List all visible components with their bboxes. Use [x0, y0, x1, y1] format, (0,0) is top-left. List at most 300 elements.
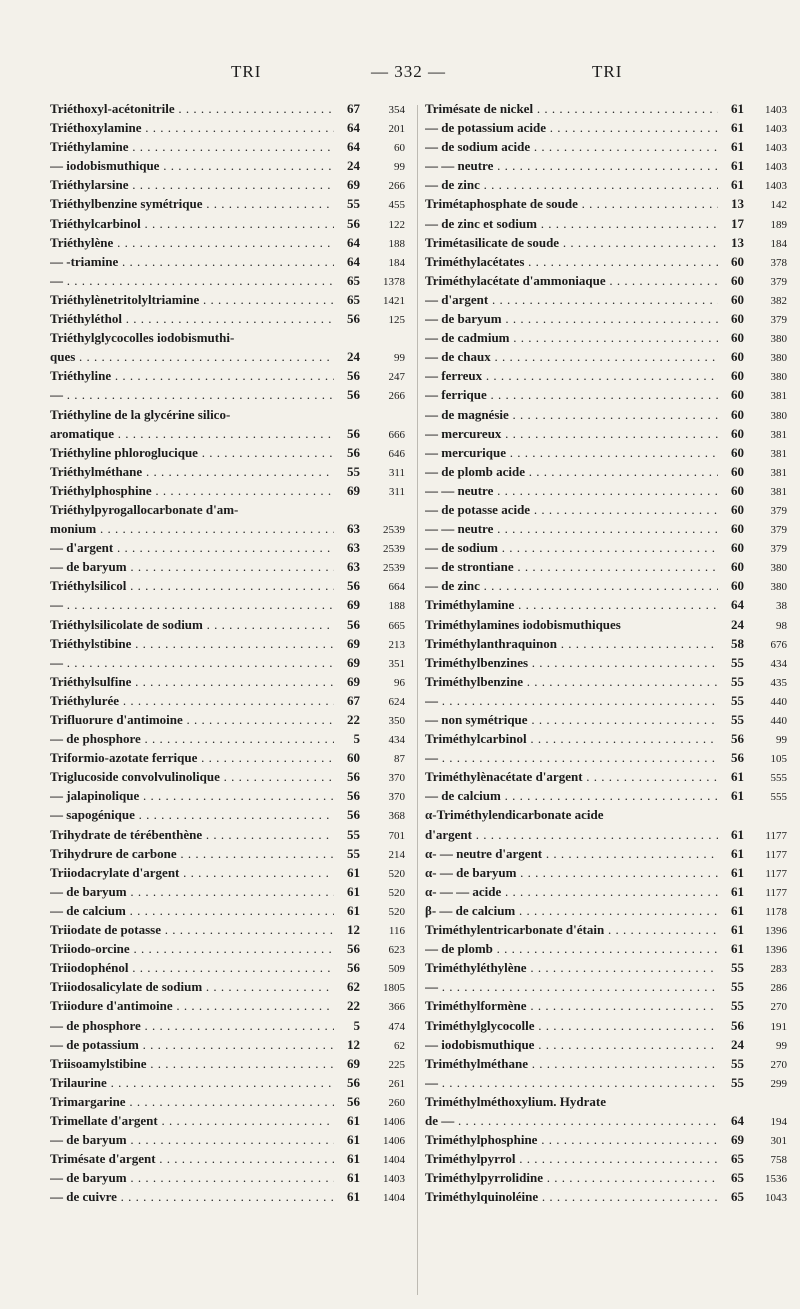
entry-page: 142 [770, 199, 787, 212]
entry-volume: 56 [731, 731, 744, 747]
entry-term: Triéthylsulfine . . . [50, 672, 334, 691]
index-entry [50, 194, 405, 213]
entry-term: Triéthylbenzine symétrique . . . [50, 194, 334, 213]
entry-volume: 60 [731, 387, 744, 403]
entry-term: Triéthylsilicol . . . [50, 576, 334, 595]
index-entry [50, 977, 405, 996]
entry-term: Triméthylméthoxylium. Hydrate [425, 1093, 607, 1109]
index-entry [425, 271, 787, 290]
index-entry [425, 328, 787, 347]
entry-volume: 65 [731, 1189, 744, 1205]
entry-page: 214 [388, 848, 405, 861]
entry-page: 555 [770, 791, 787, 804]
entry-page: 623 [388, 944, 405, 957]
index-entry [50, 615, 405, 634]
entry-volume: 69 [347, 1055, 360, 1071]
entry-page: 1403 [765, 161, 787, 174]
index-entry [50, 691, 405, 710]
entry-volume: 56 [347, 769, 360, 785]
entry-term: Triéthyline . . . [50, 366, 334, 385]
entry-term: Triméthylbenzine . . . [425, 672, 718, 691]
entry-page: 96 [394, 676, 405, 689]
index-entry [425, 118, 787, 137]
index-entry [50, 252, 405, 271]
entry-page: 624 [388, 695, 405, 708]
entry-term: Triéthylpyrogallocarbonate d'am- [50, 501, 239, 517]
index-entry [425, 958, 787, 977]
index-entry [425, 366, 787, 385]
index-entry [50, 519, 405, 538]
entry-volume: 60 [731, 272, 744, 288]
entry-term: Trimétaphosphate de soude . . . [425, 194, 718, 213]
entry-term: Triglucoside convolvulinolique . . . [50, 767, 334, 786]
index-entry [425, 1149, 787, 1168]
entry-term: Triformio-azotate ferrique . . . [50, 748, 334, 767]
entry-page: 299 [770, 1077, 787, 1090]
entry-page: 1805 [383, 982, 405, 995]
entry-page: 1421 [383, 294, 405, 307]
entry-term: — de sodium acide . . . [425, 137, 718, 156]
index-entry [50, 1035, 405, 1054]
entry-term: — de phosphore . . . [50, 1016, 334, 1035]
entry-term: Triméthylformène . . . [425, 996, 718, 1015]
entry-term: — de zinc et sodium . . . [425, 214, 718, 233]
entry-page: 1396 [765, 925, 787, 938]
entry-page: 370 [388, 772, 405, 785]
entry-page: 379 [770, 314, 787, 327]
entry-term: — -triamine . . . [50, 252, 334, 271]
entry-term: Trimargarine . . . [50, 1092, 334, 1111]
entry-volume: 24 [731, 1036, 744, 1052]
entry-page: 380 [770, 371, 787, 384]
entry-volume: 60 [731, 406, 744, 422]
entry-page: 366 [388, 1001, 405, 1014]
index-entry [425, 347, 787, 366]
entry-term: Triisoamylstibine . . . [50, 1054, 334, 1073]
entry-volume: 56 [347, 1093, 360, 1109]
index-entry [425, 1016, 787, 1035]
index-entry [50, 729, 405, 748]
entry-term: — iodobismuthique . . . [50, 156, 334, 175]
entry-term: α-Triméthylendicarbonate acide [425, 807, 604, 823]
entry-volume: 63 [347, 521, 360, 537]
entry-page: 555 [770, 772, 787, 785]
entry-term: Trifluorure d'antimoine . . . [50, 710, 334, 729]
entry-page: 379 [770, 504, 787, 517]
index-entry [425, 691, 787, 710]
entry-page: 351 [388, 657, 405, 670]
entry-term: — iodobismuthique . . . [425, 1035, 718, 1054]
index-entry [425, 786, 787, 805]
entry-term: — mercurique . . . [425, 443, 718, 462]
entry-page: 1177 [765, 829, 787, 842]
entry-page: 380 [770, 581, 787, 594]
entry-term: β- — de calcium . . . [425, 901, 718, 920]
entry-page: 1406 [383, 1135, 405, 1148]
index-entry [50, 309, 405, 328]
entry-volume: 63 [347, 540, 360, 556]
entry-volume: 62 [347, 979, 360, 995]
entry-page: 125 [388, 314, 405, 327]
entry-volume: 56 [731, 1017, 744, 1033]
entry-page: 1177 [765, 886, 787, 899]
entry-volume: 55 [731, 979, 744, 995]
entry-term: Triéthylstibine . . . [50, 634, 334, 653]
entry-page: 381 [770, 390, 787, 403]
entry-volume: 61 [731, 922, 744, 938]
entry-page: 1403 [765, 180, 787, 193]
index-entry [425, 500, 787, 519]
entry-term: — . . . [425, 691, 718, 710]
index-entry [50, 939, 405, 958]
entry-volume: 61 [731, 120, 744, 136]
index-entry [425, 767, 787, 786]
index-entry [50, 863, 405, 882]
entry-volume: 60 [347, 750, 360, 766]
entry-page: 350 [388, 715, 405, 727]
entry-volume: 60 [731, 291, 744, 307]
index-entry [50, 347, 405, 366]
entry-volume: 60 [731, 425, 744, 441]
entry-term: — de baryum . . . [50, 1130, 334, 1149]
entry-term: — de zinc . . . [425, 576, 718, 595]
entry-volume: 61 [347, 902, 360, 918]
entry-page: 1178 [765, 905, 787, 918]
entry-volume: 55 [347, 826, 360, 842]
entry-page: 1177 [765, 848, 787, 861]
index-entry [425, 1035, 787, 1054]
index-entry [425, 653, 787, 672]
index-entry [50, 576, 405, 595]
index-entry [425, 557, 787, 576]
entry-term: Triméthylbenzines . . . [425, 653, 718, 672]
entry-page: 758 [770, 1154, 787, 1167]
entry-volume: 56 [347, 941, 360, 957]
entry-page: 354 [388, 104, 405, 116]
index-entry [50, 1111, 405, 1130]
entry-term: α- — — acide . . . [425, 882, 718, 901]
entry-page: 665 [388, 619, 405, 632]
entry-volume: 65 [347, 272, 360, 288]
entry-volume: 69 [347, 597, 360, 613]
index-entry [50, 500, 405, 519]
entry-volume: 61 [731, 845, 744, 861]
right-index-column [425, 99, 787, 1206]
entry-term: Triéthylméthane . . . [50, 462, 334, 481]
entry-volume: 60 [731, 330, 744, 346]
entry-term: — . . . [50, 595, 334, 614]
index-entry [50, 290, 405, 309]
entry-page: 1536 [765, 1173, 787, 1186]
entry-page: 266 [388, 390, 405, 403]
index-entry [50, 1016, 405, 1035]
entry-volume: 24 [347, 349, 360, 365]
entry-volume: 55 [347, 196, 360, 212]
entry-term: — de phosphore . . . [50, 729, 334, 748]
entry-volume: 61 [347, 1151, 360, 1167]
entry-page: 664 [388, 581, 405, 594]
entry-page: 283 [770, 963, 787, 976]
entry-term: Triéthylphosphine . . . [50, 481, 334, 500]
index-entry [50, 156, 405, 175]
entry-page: 520 [388, 867, 405, 880]
entry-term: Triéthylarsine . . . [50, 175, 334, 194]
index-entry [50, 748, 405, 767]
entry-page: 98 [776, 619, 787, 632]
index-entry [425, 729, 787, 748]
index-entry [50, 653, 405, 672]
entry-volume: 67 [347, 692, 360, 708]
entry-term: Triméthylentricarbonate d'étain . . . [425, 920, 718, 939]
entry-volume: 60 [731, 368, 744, 384]
index-entry [50, 595, 405, 614]
entry-term: — de strontiane . . . [425, 557, 718, 576]
entry-page: 380 [770, 333, 787, 346]
entry-volume: 67 [347, 101, 360, 116]
entry-page: 87 [394, 753, 405, 766]
index-entry [50, 99, 405, 118]
entry-volume: 22 [347, 712, 360, 727]
entry-term: — mercureux . . . [425, 424, 718, 443]
index-entry [425, 252, 787, 271]
entry-term: Triiodosalicylate de sodium . . . [50, 977, 334, 996]
entry-page: 122 [388, 218, 405, 231]
entry-term: — . . . [50, 271, 334, 290]
entry-volume: 55 [731, 960, 744, 976]
entry-volume: 56 [347, 444, 360, 460]
left-index-column [50, 99, 405, 1206]
entry-volume: 65 [731, 1151, 744, 1167]
entry-term: Triéthylamine . . . [50, 137, 334, 156]
index-entry [425, 939, 787, 958]
entry-page: 666 [388, 428, 405, 441]
index-entry [425, 290, 787, 309]
entry-volume: 61 [731, 101, 744, 116]
entry-volume: 5 [353, 1017, 360, 1033]
entry-term: ques . . . [50, 347, 334, 366]
index-entry [50, 1130, 405, 1149]
index-entry [50, 175, 405, 194]
entry-volume: 13 [731, 234, 744, 250]
entry-volume: 61 [731, 902, 744, 918]
entry-term: Triiodo-orcine . . . [50, 939, 334, 958]
entry-term: — de plomb . . . [425, 939, 718, 958]
page-header [0, 62, 800, 86]
index-entry [50, 385, 405, 404]
entry-page: 1043 [765, 1192, 787, 1205]
entry-volume: 24 [347, 158, 360, 174]
entry-page: 188 [388, 237, 405, 250]
entry-volume: 56 [347, 311, 360, 327]
entry-term: d'argent . . . [425, 825, 718, 844]
entry-page: 368 [388, 810, 405, 823]
entry-volume: 64 [347, 234, 360, 250]
index-entry [425, 977, 787, 996]
entry-term: Trimétasilicate de soude . . . [425, 233, 718, 252]
index-entry [50, 538, 405, 557]
entry-volume: 60 [731, 349, 744, 365]
entry-page: 1404 [383, 1154, 405, 1167]
index-entry [425, 634, 787, 653]
entry-page: 1177 [765, 867, 787, 880]
index-entry [50, 424, 405, 443]
index-entry [50, 557, 405, 576]
entry-page: 270 [770, 1001, 787, 1014]
index-entry [425, 1187, 787, 1206]
entry-volume: 55 [731, 998, 744, 1014]
entry-term: de — . . . [425, 1111, 718, 1130]
entry-volume: 61 [731, 769, 744, 785]
entry-page: 2539 [383, 524, 405, 537]
index-entry [425, 615, 787, 634]
entry-page: 1403 [765, 104, 787, 116]
entry-term: — jalapinolique . . . [50, 786, 334, 805]
entry-page: 1403 [765, 142, 787, 155]
entry-volume: 22 [347, 998, 360, 1014]
index-entry [425, 920, 787, 939]
entry-volume: 55 [347, 845, 360, 861]
entry-page: 247 [388, 371, 405, 384]
entry-term: — de baryum . . . [50, 882, 334, 901]
entry-term: Triéthylène . . . [50, 233, 334, 252]
entry-term: — . . . [50, 653, 334, 672]
entry-page: 99 [394, 352, 405, 365]
entry-page: 99 [394, 161, 405, 174]
index-entry [425, 996, 787, 1015]
entry-page: 381 [770, 447, 787, 460]
entry-volume: 55 [731, 654, 744, 670]
entry-volume: 12 [347, 1036, 360, 1052]
entry-page: 116 [388, 925, 405, 938]
index-entry [50, 844, 405, 863]
entry-volume: 56 [347, 425, 360, 441]
index-entry [50, 328, 405, 347]
index-entry [425, 844, 787, 863]
entry-term: Triméthylanthraquinon . . . [425, 634, 718, 653]
entry-page: 261 [388, 1077, 405, 1090]
index-entry [425, 1130, 787, 1149]
index-entry [425, 538, 787, 557]
entry-term: Triméthylquinoléine . . . [425, 1187, 718, 1206]
index-entry [50, 634, 405, 653]
index-entry [50, 1092, 405, 1111]
entry-term: — de potasse acide . . . [425, 500, 718, 519]
entry-volume: 60 [731, 521, 744, 537]
entry-page: 701 [388, 829, 405, 842]
entry-volume: 60 [731, 444, 744, 460]
entry-volume: 58 [731, 635, 744, 651]
entry-volume: 61 [347, 1170, 360, 1186]
entry-page: 520 [388, 905, 405, 918]
index-entry [425, 1054, 787, 1073]
entry-term: — de magnésie . . . [425, 405, 718, 424]
entry-page: 38 [776, 600, 787, 613]
index-entry [425, 519, 787, 538]
header-right: TRI [592, 62, 623, 81]
entry-page: 1406 [383, 1115, 405, 1128]
entry-volume: 55 [731, 1055, 744, 1071]
entry-page: 194 [770, 1115, 787, 1128]
index-entry [50, 1149, 405, 1168]
entry-volume: 63 [347, 559, 360, 575]
index-entry [425, 424, 787, 443]
entry-volume: 65 [731, 1170, 744, 1186]
index-entry [425, 405, 787, 424]
index-entry [425, 672, 787, 691]
entry-page: 311 [388, 485, 405, 498]
entry-term: Triiodophénol . . . [50, 958, 334, 977]
entry-term: — — neutre . . . [425, 481, 718, 500]
entry-term: Triéthylglycocolles iodobismuthi- [50, 330, 235, 346]
index-entry [425, 214, 787, 233]
entry-term: Triméthylméthane . . . [425, 1054, 718, 1073]
entry-volume: 56 [347, 960, 360, 976]
entry-volume: 61 [731, 864, 744, 880]
entry-volume: 60 [731, 482, 744, 498]
entry-term: — de cuivre . . . [50, 1187, 334, 1206]
entry-term: Triméthylcarbinol . . . [425, 729, 718, 748]
entry-volume: 61 [731, 941, 744, 957]
entry-page: 378 [770, 256, 787, 269]
entry-page: 62 [394, 1039, 405, 1052]
index-entry [425, 194, 787, 213]
entry-term: — . . . [50, 385, 334, 404]
entry-volume: 61 [731, 883, 744, 899]
entry-term: Trilaurine . . . [50, 1073, 334, 1092]
entry-term: α- — neutre d'argent . . . [425, 844, 718, 863]
entry-volume: 60 [731, 311, 744, 327]
index-entry [50, 805, 405, 824]
entry-term: monium . . . [50, 519, 334, 538]
entry-volume: 55 [731, 1074, 744, 1090]
entry-volume: 60 [731, 540, 744, 556]
entry-term: — d'argent . . . [425, 290, 718, 309]
index-entry [50, 1187, 405, 1206]
entry-page: 260 [388, 1096, 405, 1109]
entry-volume: 61 [347, 1189, 360, 1205]
index-entry [425, 1111, 787, 1130]
entry-page: 440 [770, 715, 787, 727]
index-entry [425, 595, 787, 614]
entry-term: Trimésate de nickel . . . [425, 99, 718, 118]
entry-volume: 69 [347, 635, 360, 651]
entry-page: 520 [388, 886, 405, 899]
entry-page: 60 [394, 142, 405, 155]
entry-volume: 56 [347, 387, 360, 403]
entry-term: — — neutre . . . [425, 519, 718, 538]
entry-term: Triméthylènacétate d'argent . . . [425, 767, 718, 786]
entry-volume: 61 [731, 788, 744, 804]
entry-term: — de baryum . . . [50, 1168, 334, 1187]
entry-term: — de potassium . . . [50, 1035, 334, 1054]
entry-volume: 61 [347, 1112, 360, 1128]
entry-page: 646 [388, 447, 405, 460]
entry-volume: 69 [347, 673, 360, 689]
entry-page: 1378 [383, 275, 405, 288]
entry-term: aromatique . . . [50, 424, 334, 443]
entry-term: Triméthyléthylène . . . [425, 958, 718, 977]
index-entry [425, 309, 787, 328]
entry-page: 434 [770, 657, 787, 670]
entry-term: Triéthoxyl-acétonitrile . . . [50, 99, 334, 118]
entry-term: — de baryum . . . [50, 557, 334, 576]
index-entry [425, 805, 787, 824]
entry-term: — de plomb acide . . . [425, 462, 718, 481]
entry-term: Triéthylcarbinol . . . [50, 214, 334, 233]
entry-term: Triiodate de potasse . . . [50, 920, 334, 939]
entry-page: 676 [770, 638, 787, 651]
entry-volume: 69 [347, 654, 360, 670]
